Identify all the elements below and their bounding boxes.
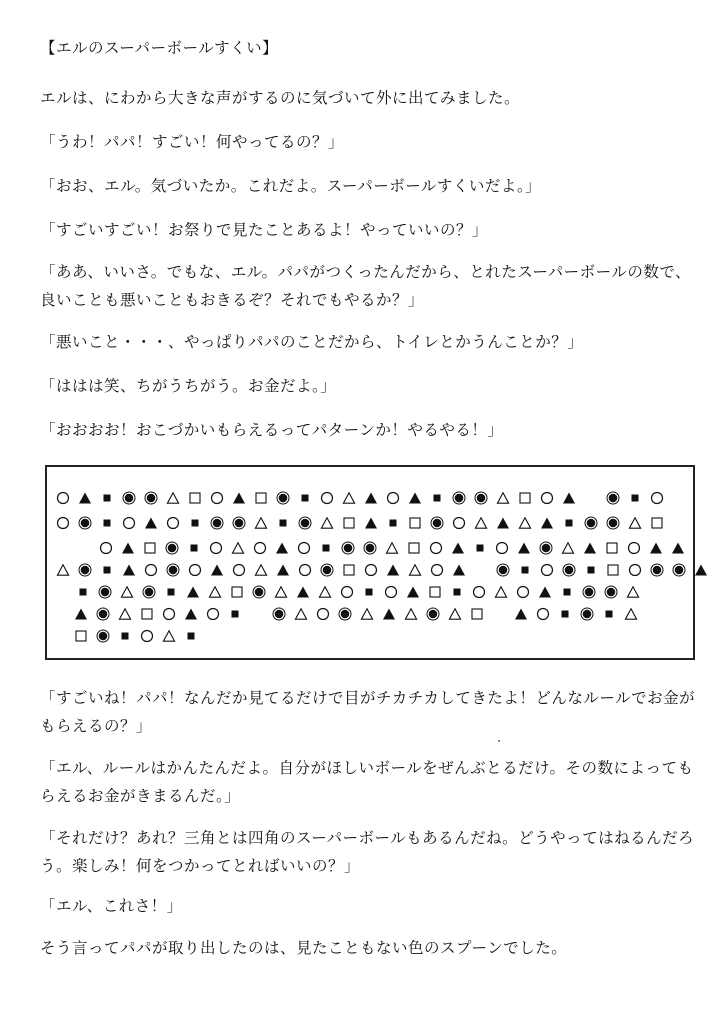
- blank-cell: [246, 603, 268, 625]
- white-square-icon: [338, 512, 360, 534]
- paragraph: 「エル、これさ！」: [40, 897, 183, 915]
- white-square-icon: [338, 559, 360, 581]
- black-triangle-icon: [140, 512, 162, 534]
- white-square-icon: [403, 537, 425, 559]
- white-triangle-icon: [470, 512, 492, 534]
- white-triangle-icon: [514, 512, 536, 534]
- white-circle-icon: [95, 537, 117, 559]
- white-circle-icon: [136, 625, 158, 647]
- white-triangle-icon: [557, 537, 579, 559]
- paragraph: 「すごいすごい！お祭りで見たことあるよ！やっていいの？」: [40, 221, 489, 239]
- bullseye-circle-icon: [448, 487, 470, 509]
- paragraph: そう言ってパパが取り出したのは、見たこともない色のスプーンでした。: [40, 939, 568, 957]
- white-square-icon: [601, 537, 623, 559]
- white-triangle-icon: [158, 625, 180, 647]
- white-triangle-icon: [492, 487, 514, 509]
- white-triangle-icon: [316, 512, 338, 534]
- black-triangle-icon: [360, 512, 382, 534]
- white-square-icon: [466, 603, 488, 625]
- bullseye-circle-icon: [602, 512, 624, 534]
- white-triangle-icon: [290, 603, 312, 625]
- paragraph: 「悪いこと・・・、やっぱりパパのことだから、トイレとかうんことか？」: [40, 333, 584, 351]
- white-triangle-icon: [624, 512, 646, 534]
- white-triangle-icon: [620, 603, 642, 625]
- bullseye-circle-icon: [294, 512, 316, 534]
- black-triangle-icon: [206, 559, 228, 581]
- white-triangle-icon: [270, 581, 292, 603]
- white-square-icon: [139, 537, 161, 559]
- black-triangle-icon: [447, 537, 469, 559]
- bullseye-circle-icon: [92, 603, 114, 625]
- white-triangle-icon: [204, 581, 226, 603]
- bullseye-circle-icon: [602, 487, 624, 509]
- black-triangle-icon: [118, 559, 140, 581]
- black-square-icon: [180, 625, 202, 647]
- white-circle-icon: [425, 537, 447, 559]
- white-circle-icon: [316, 487, 338, 509]
- black-triangle-icon: [228, 487, 250, 509]
- bullseye-circle-icon: [206, 512, 228, 534]
- black-triangle-icon: [180, 603, 202, 625]
- bullseye-circle-icon: [272, 487, 294, 509]
- white-triangle-icon: [116, 581, 138, 603]
- black-triangle-icon: [690, 559, 712, 581]
- bullseye-circle-icon: [74, 559, 96, 581]
- white-circle-icon: [206, 487, 228, 509]
- black-triangle-icon: [292, 581, 314, 603]
- bullseye-circle-icon: [162, 559, 184, 581]
- white-triangle-icon: [404, 559, 426, 581]
- black-square-icon: [72, 581, 94, 603]
- symbol-row: [52, 559, 712, 581]
- black-triangle-icon: [534, 581, 556, 603]
- white-square-icon: [514, 487, 536, 509]
- bullseye-circle-icon: [422, 603, 444, 625]
- white-circle-icon: [52, 487, 74, 509]
- black-triangle-icon: [182, 581, 204, 603]
- bullseye-circle-icon: [578, 581, 600, 603]
- white-triangle-icon: [444, 603, 466, 625]
- white-triangle-icon: [52, 559, 74, 581]
- white-circle-icon: [249, 537, 271, 559]
- black-square-icon: [114, 625, 136, 647]
- bullseye-circle-icon: [92, 625, 114, 647]
- paragraph: 「おお、エル。気づいたか。これだよ。スーパーボールすくいだよ。」: [40, 177, 542, 195]
- blank-cell: [488, 603, 510, 625]
- black-triangle-icon: [404, 487, 426, 509]
- black-triangle-icon: [382, 559, 404, 581]
- bullseye-circle-icon: [359, 537, 381, 559]
- black-square-icon: [224, 603, 246, 625]
- bullseye-circle-icon: [94, 581, 116, 603]
- blank-cell: [470, 559, 492, 581]
- bullseye-circle-icon: [668, 559, 690, 581]
- white-triangle-icon: [381, 537, 403, 559]
- black-square-icon: [446, 581, 468, 603]
- white-circle-icon: [293, 537, 315, 559]
- bullseye-circle-icon: [576, 603, 598, 625]
- paragraph: 「それだけ？あれ？三角とは四角のスーパーボールもあるんだね。どうやってはねるんだろう。楽しみ！何をつかってとればいいの？」: [40, 829, 695, 875]
- black-triangle-icon: [558, 487, 580, 509]
- symbol-row: [95, 537, 689, 559]
- black-triangle-icon: [579, 537, 601, 559]
- symbol-row: [70, 625, 202, 647]
- white-circle-icon: [536, 559, 558, 581]
- bullseye-circle-icon: [337, 537, 359, 559]
- symbol-row: [52, 512, 668, 534]
- white-circle-icon: [294, 559, 316, 581]
- white-circle-icon: [468, 581, 490, 603]
- paragraph: 「ああ、いいさ。でもな、エル。パパがつくったんだから、とれたスーパーボールの数で、良いことも悪いこともおきるぞ？それでもやるか？」: [40, 263, 692, 309]
- document-title: 【エルのスーパーボールすくい】: [40, 39, 279, 57]
- white-circle-icon: [228, 559, 250, 581]
- white-square-icon: [404, 512, 426, 534]
- black-square-icon: [514, 559, 536, 581]
- blank-cell: [580, 487, 602, 509]
- white-circle-icon: [118, 512, 140, 534]
- white-triangle-icon: [622, 581, 644, 603]
- black-square-icon: [315, 537, 337, 559]
- black-triangle-icon: [510, 603, 532, 625]
- symbol-row: [70, 603, 642, 625]
- white-circle-icon: [426, 559, 448, 581]
- white-circle-icon: [448, 512, 470, 534]
- paragraph: エルは、にわから大きな声がするのに気づいて外に出てみました。: [40, 89, 521, 107]
- white-triangle-icon: [250, 559, 272, 581]
- bullseye-circle-icon: [140, 487, 162, 509]
- white-triangle-icon: [227, 537, 249, 559]
- black-square-icon: [184, 512, 206, 534]
- black-triangle-icon: [536, 512, 558, 534]
- bullseye-circle-icon: [492, 559, 514, 581]
- bullseye-circle-icon: [580, 512, 602, 534]
- black-square-icon: [554, 603, 576, 625]
- bullseye-circle-icon: [646, 559, 668, 581]
- white-circle-icon: [512, 581, 534, 603]
- bullseye-circle-icon: [600, 581, 622, 603]
- black-square-icon: [624, 487, 646, 509]
- black-square-icon: [358, 581, 380, 603]
- bullseye-circle-icon: [228, 512, 250, 534]
- black-square-icon: [426, 487, 448, 509]
- paragraph: 「おおおお！おこづかいもらえるってパターンか！やるやる！」: [40, 421, 504, 439]
- white-square-icon: [424, 581, 446, 603]
- black-square-icon: [183, 537, 205, 559]
- speck-mark: [498, 740, 500, 742]
- bullseye-circle-icon: [138, 581, 160, 603]
- white-circle-icon: [158, 603, 180, 625]
- white-circle-icon: [646, 487, 668, 509]
- white-circle-icon: [312, 603, 334, 625]
- white-triangle-icon: [162, 487, 184, 509]
- white-circle-icon: [491, 537, 513, 559]
- white-triangle-icon: [314, 581, 336, 603]
- white-square-icon: [136, 603, 158, 625]
- superball-symbol-box: [45, 465, 695, 660]
- white-triangle-icon: [250, 512, 272, 534]
- white-circle-icon: [202, 603, 224, 625]
- white-square-icon: [646, 512, 668, 534]
- bullseye-circle-icon: [470, 487, 492, 509]
- black-square-icon: [580, 559, 602, 581]
- bullseye-circle-icon: [426, 512, 448, 534]
- paragraph: 「エル、ルールはかんたんだよ。自分がほしいボールをぜんぶとるだけ。その数によってもらえるお金がきまるんだ。」: [40, 759, 694, 805]
- black-square-icon: [556, 581, 578, 603]
- white-triangle-icon: [356, 603, 378, 625]
- white-triangle-icon: [338, 487, 360, 509]
- black-triangle-icon: [360, 487, 382, 509]
- black-triangle-icon: [378, 603, 400, 625]
- black-square-icon: [294, 487, 316, 509]
- white-square-icon: [70, 625, 92, 647]
- black-square-icon: [558, 512, 580, 534]
- black-triangle-icon: [492, 512, 514, 534]
- black-square-icon: [96, 512, 118, 534]
- white-square-icon: [226, 581, 248, 603]
- bullseye-circle-icon: [118, 487, 140, 509]
- black-triangle-icon: [513, 537, 535, 559]
- white-circle-icon: [140, 559, 162, 581]
- white-circle-icon: [336, 581, 358, 603]
- bullseye-circle-icon: [268, 603, 290, 625]
- white-circle-icon: [536, 487, 558, 509]
- bullseye-circle-icon: [316, 559, 338, 581]
- bullseye-circle-icon: [248, 581, 270, 603]
- black-square-icon: [598, 603, 620, 625]
- black-square-icon: [469, 537, 491, 559]
- black-triangle-icon: [645, 537, 667, 559]
- white-circle-icon: [380, 581, 402, 603]
- black-triangle-icon: [271, 537, 293, 559]
- white-circle-icon: [184, 559, 206, 581]
- white-circle-icon: [52, 512, 74, 534]
- bullseye-circle-icon: [74, 512, 96, 534]
- white-square-icon: [184, 487, 206, 509]
- black-square-icon: [160, 581, 182, 603]
- white-circle-icon: [623, 537, 645, 559]
- bullseye-circle-icon: [535, 537, 557, 559]
- white-circle-icon: [624, 559, 646, 581]
- black-triangle-icon: [74, 487, 96, 509]
- paragraph: 「すごいね！パパ！なんだか見てるだけで目がチカチカしてきたよ！どんなルールでお金がもらえるの？」: [40, 689, 696, 735]
- white-square-icon: [602, 559, 624, 581]
- paragraph: 「うわ！パパ！すごい！何やってるの？」: [40, 133, 345, 151]
- black-square-icon: [272, 512, 294, 534]
- paragraph: 「ははは笑、ちがうちがう。お金だよ。」: [40, 377, 337, 395]
- bullseye-circle-icon: [161, 537, 183, 559]
- white-triangle-icon: [400, 603, 422, 625]
- bullseye-circle-icon: [334, 603, 356, 625]
- white-circle-icon: [205, 537, 227, 559]
- black-square-icon: [96, 559, 118, 581]
- white-circle-icon: [382, 487, 404, 509]
- white-square-icon: [250, 487, 272, 509]
- black-square-icon: [96, 487, 118, 509]
- black-triangle-icon: [272, 559, 294, 581]
- white-triangle-icon: [114, 603, 136, 625]
- white-circle-icon: [162, 512, 184, 534]
- white-circle-icon: [532, 603, 554, 625]
- white-triangle-icon: [490, 581, 512, 603]
- black-triangle-icon: [448, 559, 470, 581]
- black-square-icon: [382, 512, 404, 534]
- black-triangle-icon: [667, 537, 689, 559]
- symbol-row: [52, 487, 668, 509]
- black-triangle-icon: [117, 537, 139, 559]
- bullseye-circle-icon: [558, 559, 580, 581]
- black-triangle-icon: [402, 581, 424, 603]
- white-circle-icon: [360, 559, 382, 581]
- symbol-row: [72, 581, 644, 603]
- black-triangle-icon: [70, 603, 92, 625]
